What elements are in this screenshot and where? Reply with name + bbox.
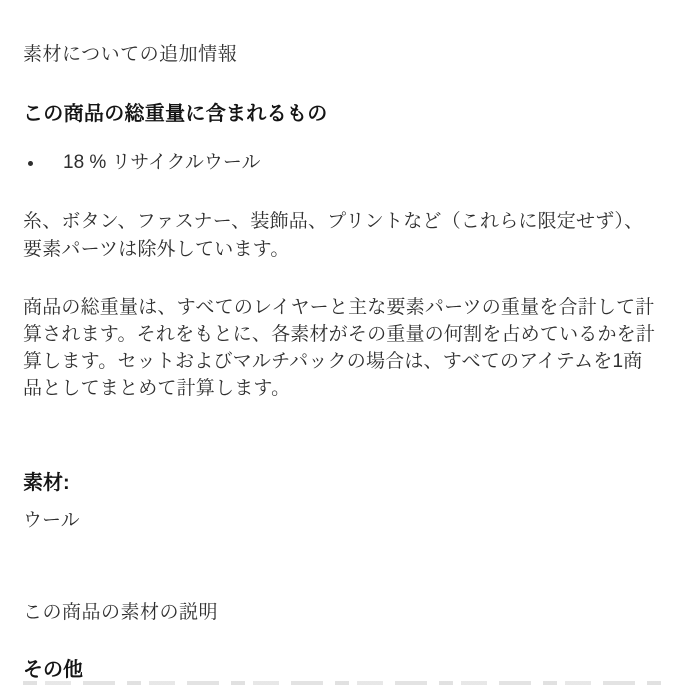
cutoff-text-remnant (23, 681, 661, 685)
other-heading: その他 (23, 659, 83, 681)
material-description-heading: この商品の素材の説明 (23, 602, 219, 623)
list-item (23, 150, 661, 176)
exclusion-note: 糸、ボタン、ファスナー、装飾品、プリントなど（これらに限定せず）、要素パーツは除外しています。 (23, 211, 644, 260)
composition-item-label: 18 % リサイクルウール (63, 152, 261, 173)
materials-value: ウール (23, 510, 80, 531)
calculation-note: 商品の総重量は、すべてのレイヤーと主な要素パーツの重量を合計して計算されます。それをもとに、各素材がその重量の何割を占めているかを計算します。セットおよびマルチパックの場合は、すべてのアイテムを1商品としてまとめて計算します。 (23, 297, 656, 399)
panel-title: 素材についての追加情報 (23, 44, 238, 65)
bullet-icon (28, 161, 33, 166)
composition-list (23, 150, 661, 176)
materials-label: 素材: (23, 472, 70, 494)
total-weight-heading: この商品の総重量に含まれるもの (23, 103, 328, 125)
